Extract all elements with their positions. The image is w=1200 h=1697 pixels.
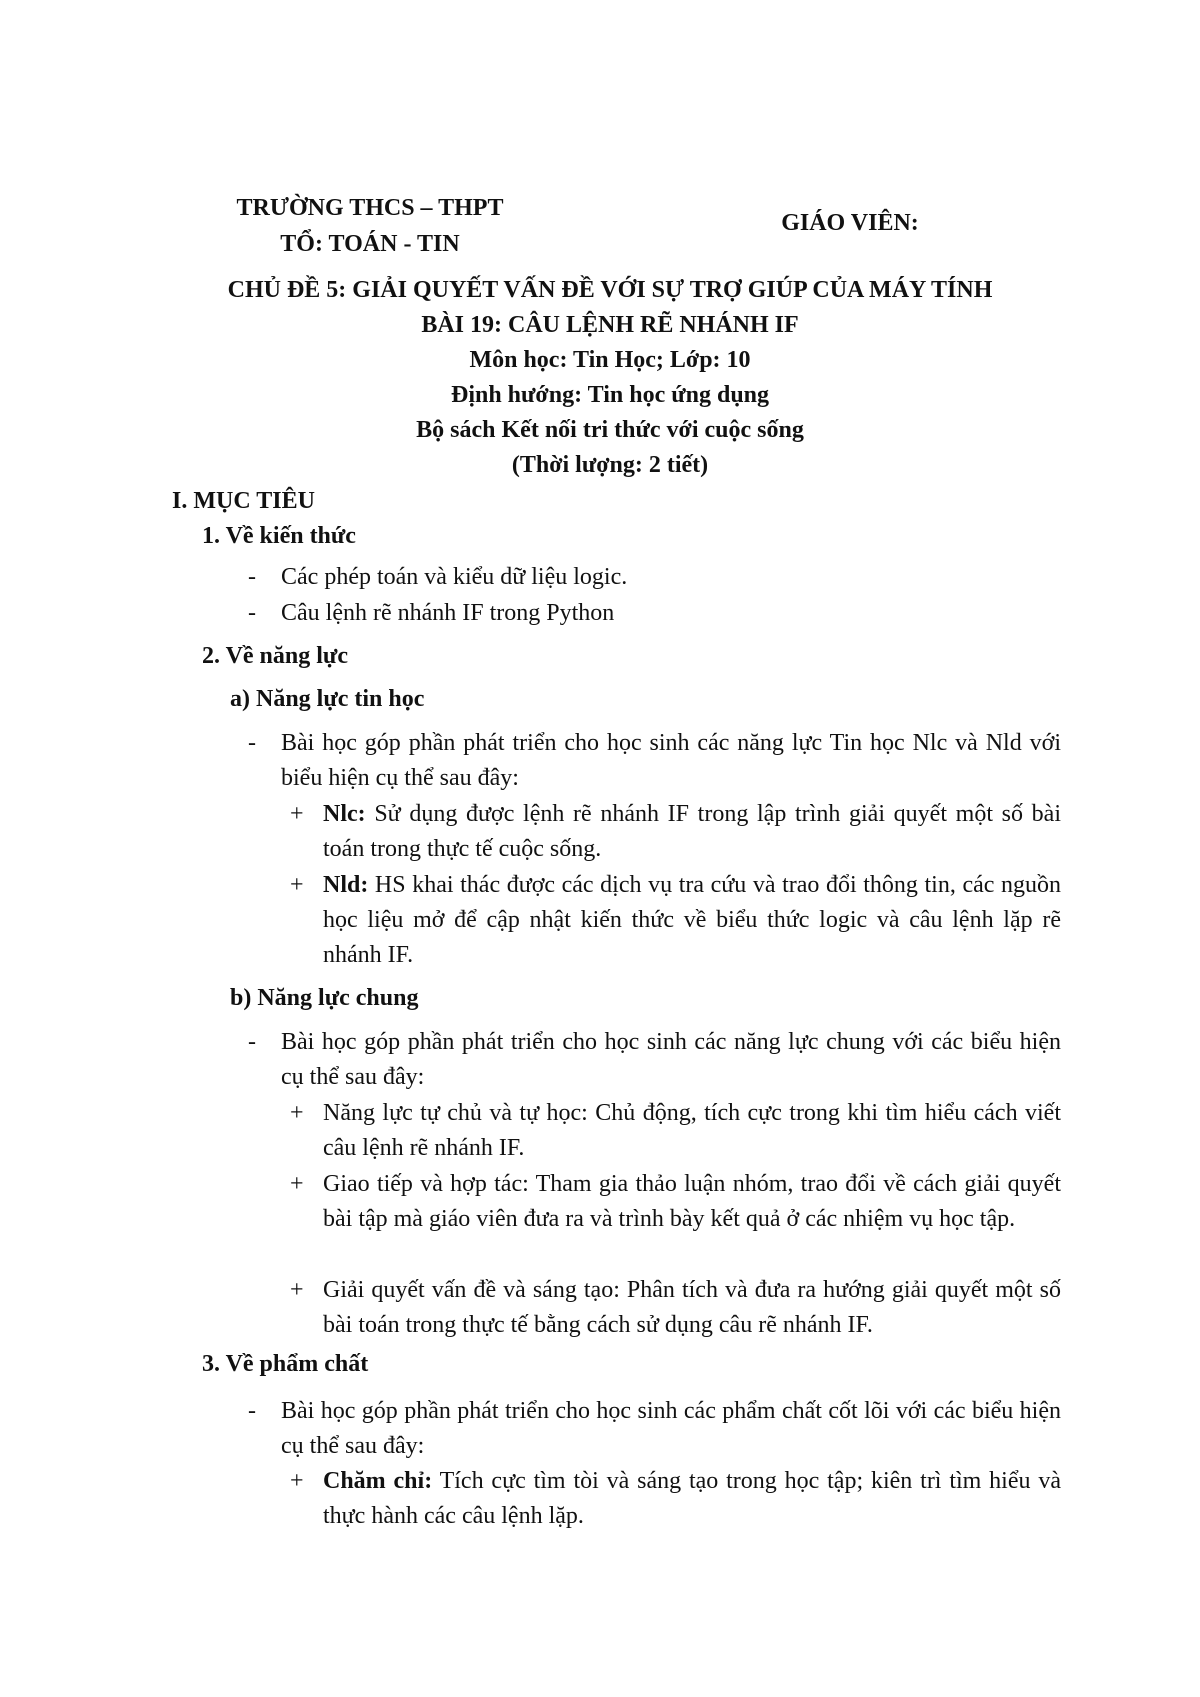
book-line: Bộ sách Kết nối tri thức với cuộc sống — [416, 417, 804, 443]
knowledge-item-1: Các phép toán và kiểu dữ liệu logic. — [281, 564, 628, 590]
group-name: TỔ: TOÁN - TIN — [280, 231, 460, 257]
list-item — [248, 596, 1061, 631]
it-competence-intro: Bài học góp phần phát triển cho học sinh các năng lực Tin học Nlc và Nld với biểu hiện cụ thể sau đây: — [281, 730, 1061, 791]
plus-marker: + — [290, 1468, 304, 1494]
teacher-label: GIÁO VIÊN: — [781, 210, 919, 236]
plus-marker: + — [290, 1277, 304, 1303]
list-item — [248, 726, 1061, 796]
dash-marker: - — [248, 600, 256, 626]
diligence-text: Tích cực tìm tòi và sáng tạo trong học tập; kiên trì tìm hiểu và thực hành các câu lệnh lặp. — [323, 1468, 1061, 1529]
competence-heading: 2. Về năng lực — [202, 643, 348, 669]
general-item-2: Giao tiếp và hợp tác: Tham gia thảo luận nhóm, trao đổi về cách giải quyết bài tập mà giáo viên đưa ra và trình bày kết quả ở các nhiệm vụ học tập. — [323, 1171, 1061, 1232]
subject-line: Môn học: Tin Học; Lớp: 10 — [469, 347, 751, 373]
knowledge-item-2: Câu lệnh rẽ nhánh IF trong Python — [281, 600, 615, 626]
plus-marker: + — [290, 1171, 304, 1197]
diligence-label: Chăm chỉ: — [323, 1468, 433, 1494]
knowledge-heading: 1. Về kiến thức — [202, 523, 356, 549]
nld-label: Nld: — [323, 872, 369, 898]
nld-text: HS khai thác được các dịch vụ tra cứu và trao đổi thông tin, các nguồn học liệu mở để cập nhật kiến thức về biểu thức logic và câu lệnh lặp rẽ nhánh IF. — [323, 872, 1061, 968]
lesson-title: BÀI 19: CÂU LỆNH RẼ NHÁNH IF — [421, 312, 799, 338]
dash-marker: - — [248, 564, 256, 590]
general-competence-heading: b) Năng lực chung — [230, 985, 419, 1011]
orientation-line: Định hướng: Tin học ứng dụng — [450, 382, 770, 408]
duration-line: (Thời lượng: 2 tiết) — [511, 452, 709, 478]
general-competence-intro: Bài học góp phần phát triển cho học sinh các năng lực chung với các biểu hiện cụ thể sau đây: — [281, 1029, 1061, 1090]
school-name: TRƯỜNG THCS – THPT — [236, 195, 504, 221]
list-item — [290, 1464, 1061, 1534]
title-block — [120, 273, 1100, 483]
dash-marker: - — [248, 1029, 256, 1055]
list-item — [248, 1025, 1061, 1095]
dash-marker: - — [248, 730, 256, 756]
topic-title: CHỦ ĐỀ 5: GIẢI QUYẾT VẤN ĐỀ VỚI SỰ TRỢ GIÚP CỦA MÁY TÍNH — [227, 277, 993, 303]
section-heading-objectives: I. MỤC TIÊU — [172, 488, 315, 514]
list-item — [290, 1273, 1061, 1343]
general-item-3: Giải quyết vấn đề và sáng tạo: Phân tích và đưa ra hướng giải quyết một số bài toán trong thực tế bằng cách sử dụng câu rẽ nhánh IF. — [323, 1277, 1061, 1338]
list-item — [248, 1394, 1061, 1464]
dash-marker: - — [248, 1398, 256, 1424]
list-item — [248, 560, 1061, 595]
plus-marker: + — [290, 872, 304, 898]
plus-marker: + — [290, 801, 304, 827]
list-item — [290, 1096, 1061, 1166]
general-item-1: Năng lực tự chủ và tự học: Chủ động, tích cực trong khi tìm hiểu cách viết câu lệnh rẽ nhánh IF. — [323, 1100, 1061, 1161]
nlc-text: Sử dụng được lệnh rẽ nhánh IF trong lập trình giải quyết một số bài toán trong thực tế cuộc sống. — [323, 801, 1061, 862]
list-item — [290, 1167, 1061, 1237]
qualities-intro: Bài học góp phần phát triển cho học sinh các phẩm chất cốt lõi với các biểu hiện cụ thể sau đây: — [281, 1398, 1061, 1459]
list-item — [290, 868, 1061, 973]
plus-marker: + — [290, 1100, 304, 1126]
list-item — [290, 797, 1061, 867]
qualities-heading: 3. Về phẩm chất — [202, 1351, 369, 1377]
header-left — [180, 190, 560, 262]
it-competence-heading: a) Năng lực tin học — [230, 686, 425, 712]
nlc-label: Nlc: — [323, 801, 366, 827]
